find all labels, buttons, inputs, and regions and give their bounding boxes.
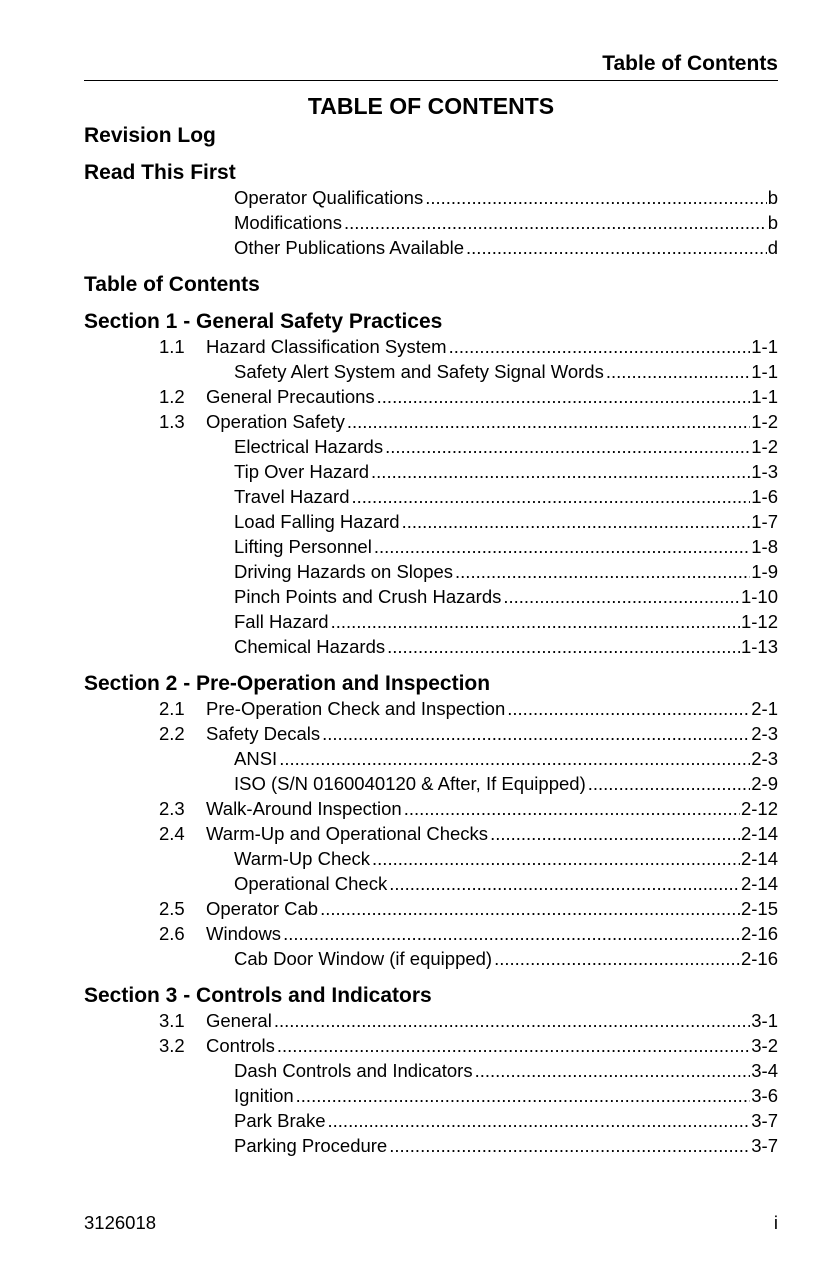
toc-entry[interactable] <box>84 696 778 721</box>
entry-page: 1-13 <box>740 636 778 657</box>
toc-subentry[interactable] <box>84 235 778 260</box>
entry-page: 1-9 <box>751 561 778 582</box>
entry-line <box>206 721 778 746</box>
entry-number: 3.2 <box>159 1035 185 1056</box>
entry-line <box>234 1108 778 1133</box>
dot-leader <box>377 384 751 409</box>
entry-page: 1-3 <box>751 461 778 482</box>
toc-subentry[interactable] <box>84 584 778 609</box>
dot-leader <box>449 334 751 359</box>
entry-title: Chemical Hazards <box>234 636 386 657</box>
entry-title: Ignition <box>234 1085 294 1106</box>
toc-subentry[interactable] <box>84 509 778 534</box>
entry-line <box>234 185 778 210</box>
entry-title: Park Brake <box>234 1110 326 1131</box>
entry-line <box>234 946 778 971</box>
dot-leader <box>322 721 750 746</box>
entry-line <box>206 796 778 821</box>
entry-title: Dash Controls and Indicators <box>234 1060 473 1081</box>
toc-entry[interactable] <box>84 896 778 921</box>
toc-subentry[interactable] <box>84 871 778 896</box>
entry-line <box>234 1058 778 1083</box>
section-heading[interactable]: Section 2 - Pre-Operation and Inspection <box>84 672 491 695</box>
entry-line <box>234 559 778 584</box>
dot-leader <box>385 434 750 459</box>
entry-page: 2-9 <box>751 773 778 794</box>
entry-page: 3-4 <box>751 1060 778 1081</box>
section-heading[interactable]: Read This First <box>84 161 236 184</box>
entry-page: 1-2 <box>751 436 778 457</box>
entry-page: 3-2 <box>751 1035 778 1056</box>
toc-subentry[interactable] <box>84 185 778 210</box>
entry-title: Electrical Hazards <box>234 436 384 457</box>
toc-subentry[interactable] <box>84 534 778 559</box>
entry-page: 3-6 <box>751 1085 778 1106</box>
entry-title: Hazard Classification System <box>206 336 447 357</box>
entry-line <box>206 1033 778 1058</box>
entry-line <box>234 1083 778 1108</box>
dot-leader <box>372 846 740 871</box>
entry-title: Tip Over Hazard <box>234 461 370 482</box>
entry-page: 2-1 <box>751 698 778 719</box>
entry-page: 3-1 <box>751 1010 778 1031</box>
toc-entry[interactable] <box>84 409 778 434</box>
entry-page: 2-14 <box>740 873 778 894</box>
entry-title: Operator Cab <box>206 898 319 919</box>
entry-line <box>234 609 778 634</box>
running-header: Table of Contents <box>84 50 778 81</box>
entry-line <box>234 459 778 484</box>
entry-title: Driving Hazards on Slopes <box>234 561 454 582</box>
entry-title: Pre-Operation Check and Inspection <box>206 698 506 719</box>
dot-leader <box>331 609 740 634</box>
entry-title: Parking Procedure <box>234 1135 388 1156</box>
entry-line <box>234 534 778 559</box>
toc-subentry[interactable] <box>84 609 778 634</box>
dot-leader <box>374 534 750 559</box>
entry-line <box>234 509 778 534</box>
dot-leader <box>389 871 740 896</box>
entry-page: 1-10 <box>740 586 778 607</box>
entry-number: 1.3 <box>159 411 185 432</box>
toc-subentry[interactable] <box>84 946 778 971</box>
section-heading[interactable]: Table of Contents <box>84 273 260 296</box>
dot-leader <box>455 559 750 584</box>
entry-title: ANSI <box>234 748 278 769</box>
entry-page: 2-15 <box>740 898 778 919</box>
entry-page: 1-7 <box>751 511 778 532</box>
dot-leader <box>283 921 740 946</box>
entry-line <box>206 1008 778 1033</box>
entry-line <box>206 696 778 721</box>
entry-title: Windows <box>206 923 282 944</box>
toc-entry[interactable] <box>84 796 778 821</box>
dot-leader <box>494 946 740 971</box>
entry-page: b <box>767 187 778 208</box>
entry-title: Operational Check <box>234 873 388 894</box>
entry-title: Operation Safety <box>206 411 345 432</box>
entry-number: 2.5 <box>159 898 185 919</box>
section-heading[interactable]: Section 1 - General Safety Practices <box>84 310 443 333</box>
entry-line <box>206 409 778 434</box>
dot-leader <box>490 821 740 846</box>
toc-subentry[interactable] <box>84 210 778 235</box>
toc-subentry[interactable] <box>84 1108 778 1133</box>
toc-subentry[interactable] <box>84 359 778 384</box>
entry-page: 3-7 <box>751 1110 778 1131</box>
dot-leader <box>371 459 750 484</box>
toc-entry[interactable] <box>84 1008 778 1033</box>
entry-page: 2-16 <box>740 948 778 969</box>
entry-page: 1-1 <box>751 336 778 357</box>
page-number: i <box>773 1212 778 1233</box>
dot-leader <box>404 796 740 821</box>
entry-line <box>234 210 778 235</box>
entry-title: Controls <box>206 1035 275 1056</box>
entry-page: d <box>767 237 778 258</box>
entry-number: 1.1 <box>159 336 185 357</box>
dot-leader <box>466 235 767 260</box>
entry-line <box>234 484 778 509</box>
dot-leader <box>503 584 740 609</box>
page-footer <box>84 1211 778 1235</box>
entry-title: Cab Door Window (if equipped) <box>234 948 493 969</box>
dot-leader <box>320 896 740 921</box>
entry-line <box>234 871 778 896</box>
entry-page: 2-3 <box>751 748 778 769</box>
entry-number: 2.1 <box>159 698 185 719</box>
toc-subentry[interactable] <box>84 634 778 659</box>
dot-leader <box>344 210 767 235</box>
entry-title: General Precautions <box>206 386 375 407</box>
entry-line <box>234 434 778 459</box>
toc-subentry[interactable] <box>84 559 778 584</box>
entry-number: 1.2 <box>159 386 185 407</box>
entry-page: 2-14 <box>740 823 778 844</box>
document-number: 3126018 <box>84 1212 157 1233</box>
entry-number: 2.4 <box>159 823 185 844</box>
entry-title: Safety Decals <box>206 723 321 744</box>
entry-line <box>234 1133 778 1158</box>
entry-page: 1-6 <box>751 486 778 507</box>
toc-subentry[interactable] <box>84 1133 778 1158</box>
entry-number: 2.2 <box>159 723 185 744</box>
entry-title: Operator Qualifications <box>234 187 424 208</box>
entry-page: 2-3 <box>751 723 778 744</box>
entry-title: Warm-Up and Operational Checks <box>206 823 489 844</box>
toc-subentry[interactable] <box>84 434 778 459</box>
dot-leader <box>328 1108 751 1133</box>
entry-page: b <box>767 212 778 233</box>
entry-line <box>206 334 778 359</box>
toc-subentry[interactable] <box>84 484 778 509</box>
entry-title: Safety Alert System and Safety Signal Words <box>234 361 604 382</box>
entry-title: ISO (S/N 0160040120 & After, If Equipped) <box>234 773 586 794</box>
entry-page: 2-16 <box>740 923 778 944</box>
entry-title: Warm-Up Check <box>234 848 371 869</box>
dot-leader <box>387 634 740 659</box>
dot-leader <box>402 509 751 534</box>
entry-line <box>206 896 778 921</box>
page-title: TABLE OF CONTENTS <box>307 93 555 119</box>
toc-subentry[interactable] <box>84 746 778 771</box>
entry-title: Load Falling Hazard <box>234 511 400 532</box>
table-of-contents <box>84 123 778 1158</box>
entry-line <box>234 746 778 771</box>
entry-line <box>234 634 778 659</box>
entry-page: 1-1 <box>751 361 778 382</box>
entry-page: 1-2 <box>751 411 778 432</box>
entry-page: 1-12 <box>740 611 778 632</box>
entry-page: 2-12 <box>740 798 778 819</box>
entry-title: Travel Hazard <box>234 486 350 507</box>
dot-leader <box>279 746 750 771</box>
toc-entry[interactable] <box>84 821 778 846</box>
entry-number: 3.1 <box>159 1010 185 1031</box>
dot-leader <box>425 185 767 210</box>
entry-page: 2-14 <box>740 848 778 869</box>
entry-title: Pinch Points and Crush Hazards <box>234 586 502 607</box>
dot-leader <box>277 1033 750 1058</box>
toc-subentry[interactable] <box>84 1083 778 1108</box>
toc-entry[interactable] <box>84 921 778 946</box>
entry-title: General <box>206 1010 272 1031</box>
entry-title: Walk-Around Inspection <box>206 798 402 819</box>
entry-page: 1-8 <box>751 536 778 557</box>
dot-leader <box>296 1083 751 1108</box>
entry-line <box>234 771 778 796</box>
entry-line <box>234 235 778 260</box>
dot-leader <box>507 696 750 721</box>
toc-subentry[interactable] <box>84 1058 778 1083</box>
dot-leader <box>347 409 750 434</box>
entry-line <box>234 846 778 871</box>
toc-entry[interactable] <box>84 384 778 409</box>
dot-leader <box>389 1133 750 1158</box>
entry-title: Lifting Personnel <box>234 536 372 557</box>
dot-leader <box>274 1008 750 1033</box>
section-heading[interactable]: Section 3 - Controls and Indicators <box>84 984 432 1007</box>
entry-page: 3-7 <box>751 1135 778 1156</box>
toc-entry[interactable] <box>84 721 778 746</box>
entry-title: Fall Hazard <box>234 611 329 632</box>
toc-subentry[interactable] <box>84 771 778 796</box>
entry-number: 2.6 <box>159 923 185 944</box>
dot-leader <box>606 359 750 384</box>
section-heading[interactable]: Revision Log <box>84 124 216 147</box>
entry-line <box>234 584 778 609</box>
entry-number: 2.3 <box>159 798 185 819</box>
dot-leader <box>588 771 751 796</box>
toc-subentry[interactable] <box>84 459 778 484</box>
entry-title: Other Publications Available <box>234 237 465 258</box>
entry-line <box>206 921 778 946</box>
dot-leader <box>475 1058 751 1083</box>
toc-entry[interactable] <box>84 334 778 359</box>
entry-page: 1-1 <box>751 386 778 407</box>
dot-leader <box>352 484 751 509</box>
entry-line <box>206 384 778 409</box>
entry-title: Modifications <box>234 212 342 233</box>
toc-subentry[interactable] <box>84 846 778 871</box>
toc-entry[interactable] <box>84 1033 778 1058</box>
entry-line <box>234 359 778 384</box>
entry-line <box>206 821 778 846</box>
